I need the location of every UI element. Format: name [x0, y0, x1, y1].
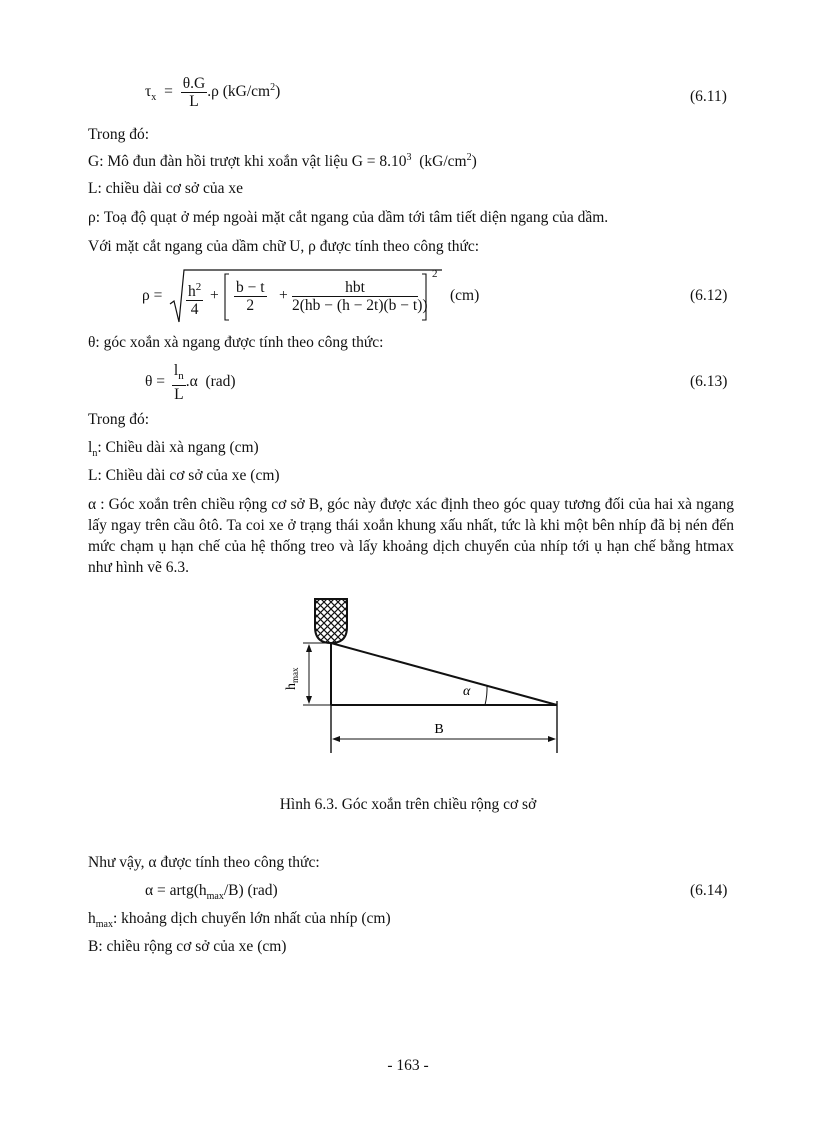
alpha-paragraph: α : Góc xoắn trên chiều rộng cơ sở B, góc này được xác định theo góc quay tương đối của hai xà ngang lấy ngay trên cầu ôtô. Ta coi xe ở trạng thái xoắn khung xấu nhất, tức là khi một bên nhíp đã bị nén đến mức chạm ụ hạn chế của hệ thống treo và lấy khoảng dịch chuyển của nhíp tới ụ hạn chế bằng htmax như hình vẽ 6.3.: [88, 496, 734, 576]
fraction-h2-over-4: [186, 279, 203, 318]
equation-number-6-12: (6.12): [690, 287, 728, 304]
tau-symbol: τ: [145, 83, 152, 101]
unit-exponent: 2: [270, 81, 276, 93]
rho-equals: ρ =: [142, 287, 163, 304]
theta-definition: θ: góc xoắn xà ngang được tính theo công thức:: [88, 334, 384, 351]
n-subscript: n: [178, 370, 184, 383]
outer-exponent: 2: [432, 268, 438, 280]
hmax-text: : khoảng dịch chuyển lớn nhất của nhíp (cm): [112, 910, 391, 927]
equation-6-12: [142, 268, 480, 328]
theta-equals: θ =: [145, 373, 166, 391]
fraction-numerator: θ.G: [182, 75, 206, 92]
equation-number-6-14: (6.14): [690, 882, 728, 899]
two-denominator: 2: [246, 297, 255, 314]
g-exponent: 3: [406, 152, 412, 163]
plus-sign-1: +: [210, 287, 219, 304]
ln-numerator: [172, 362, 186, 386]
l-definition-2: L: Chiều dài cơ sở của xe (cm): [88, 467, 280, 484]
b-minus-t-numerator: b − t: [236, 279, 265, 296]
left-bracket: [225, 274, 229, 320]
page-number: - 163 -: [387, 1057, 429, 1074]
hbt-denominator: 2(hb − (h − 2t)(b − t)): [292, 297, 428, 314]
b-definition: B: chiều rộng cơ sở của xe (cm): [88, 938, 287, 955]
rho-definition: ρ: Toạ độ quạt ở mép ngoài mặt cắt ngang của dầm tới tâm tiết diện ngang của dầm.: [88, 209, 609, 226]
alpha-arc: [485, 685, 487, 705]
l-denominator: L: [174, 386, 184, 404]
b-label: B: [434, 722, 444, 737]
equals-sign: =: [164, 83, 173, 101]
hmax-definition: [88, 910, 391, 930]
four-denominator: 4: [190, 301, 199, 319]
hmax-label: $h_{max}$: [284, 667, 300, 690]
fraction-hbt: [292, 279, 428, 314]
alpha-rad: .α (rad): [185, 373, 236, 391]
cm-unit: (cm): [450, 287, 480, 304]
hmax-subscript: max: [95, 919, 113, 931]
fraction-theta-g-over-l: [181, 75, 208, 110]
g-definition: [88, 152, 477, 171]
equation-6-11: [145, 75, 280, 110]
l-symbol: l: [173, 362, 179, 379]
ln-text: : Chiều dài xà ngang (cm): [97, 439, 259, 456]
eq614-subscript: max: [206, 891, 224, 903]
fraction-ln-over-l: [172, 362, 186, 403]
equation-number-6-13: (6.13): [690, 373, 728, 390]
eq614-prefix: α = artg(h: [145, 882, 207, 899]
ln-definition: [88, 439, 259, 459]
fraction-b-minus-t-over-2: [234, 279, 267, 314]
ln-subscript: n: [92, 448, 98, 460]
eq614-suffix: /B) (rad): [223, 882, 278, 899]
trong-do-heading-2: Trong đó:: [88, 411, 150, 428]
equation-number-6-11: (6.11): [690, 88, 727, 105]
trong-do-heading-1: Trong đó:: [88, 126, 150, 143]
bump-stop-hatched: [315, 599, 347, 643]
figure-6-3: [275, 595, 575, 765]
u-section-intro: Với mặt cắt ngang của dầm chữ U, ρ được tính theo công thức:: [88, 238, 480, 255]
hbt-numerator: hbt: [292, 279, 418, 297]
h2-numerator: [186, 279, 203, 301]
equation-6-14: [145, 882, 278, 902]
fraction-denominator: L: [189, 93, 199, 110]
equation-6-13: [145, 362, 236, 403]
alpha-label: α: [463, 684, 471, 699]
ln-symbol: l: [88, 439, 93, 456]
g-unit-close: ): [471, 153, 477, 171]
hypotenuse-line: [331, 643, 557, 705]
unit-close: ): [275, 83, 281, 101]
h-exponent: 2: [195, 281, 202, 293]
l-definition: L: chiều dài cơ sở của xe: [88, 180, 243, 197]
plus-sign-2: +: [279, 287, 288, 304]
g-definition-text: G: Mô đun đàn hồi trượt khi xoắn vật liệu G = 8.10: [88, 153, 407, 171]
h-symbol: h: [188, 283, 196, 301]
equation-rest: .ρ (kG/cm: [207, 83, 271, 101]
g-unit-exponent: 2: [466, 152, 472, 163]
tau-subscript: x: [151, 92, 157, 104]
hmax-symbol: h: [88, 910, 96, 927]
g-unit: (kG/cm: [411, 153, 467, 171]
figure-caption: Hình 6.3. Góc xoắn trên chiều rộng cơ sở: [279, 796, 537, 813]
nhu-vay-line: Như vậy, α được tính theo công thức:: [88, 854, 320, 871]
